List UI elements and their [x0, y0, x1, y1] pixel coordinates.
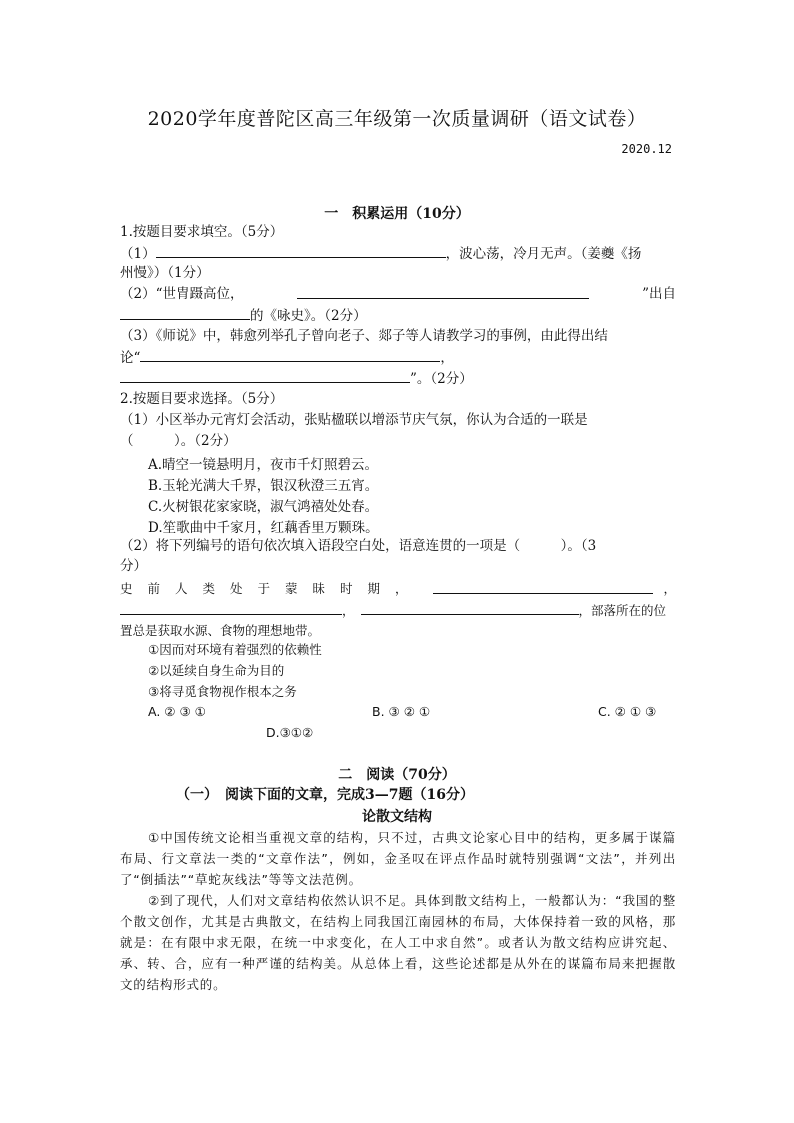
q2-sub1: （1）小区举办元宵灯会活动，张贴楹联以增添节庆气氛，你认为合适的一联是: [120, 412, 588, 428]
q2-sub2: （2）将下列编号的语句依次填入语段空白处，语意连贯的一项是（ ）。（3: [120, 538, 597, 554]
q2-sub2-cont: 分）: [120, 558, 147, 574]
answer-blank[interactable]: [297, 284, 589, 299]
article-title: 论散文结构: [362, 809, 432, 825]
q2-item-3: ③将寻觅食物视作根本之务: [148, 684, 297, 699]
q1-stem: 1.按题目要求填空。（5分）: [120, 224, 284, 240]
q2-choice-a: A. ② ③ ①: [148, 704, 206, 719]
exam-date: 2020.12: [621, 142, 672, 156]
answer-blank[interactable]: [140, 347, 440, 362]
answer-blank[interactable]: [120, 368, 410, 383]
q1-part1: （1） ，波心荡，冷月无声。（姜夔《扬: [120, 243, 676, 264]
q2-sub1-answer: （ ）。（2分）: [120, 433, 237, 449]
q2-passage-line3: 置总是获取水源、食物的理想地带。: [120, 623, 321, 638]
reading-subsection: （一） 阅读下面的文章，完成3—7题（16分）: [176, 787, 474, 803]
q2-choice-c: C. ② ① ③: [598, 704, 657, 719]
q2-stem: 2.按题目要求选择。（5分）: [120, 391, 284, 407]
q2-option-b: B.玉轮光满大千界，银汉秋澄三五宵。: [148, 478, 379, 494]
section-1-heading: 一 积累运用（10分）: [324, 206, 470, 222]
q2-option-d: D.笙歌曲中千家月，红藕香里万颗珠。: [148, 520, 379, 536]
q2-item-2: ②以延续自身生命为目的: [148, 663, 285, 678]
q1-part2: （2）“世胄蹑高位， ”出自: [120, 286, 676, 302]
q1-part3-line3: ”。（2分）: [120, 368, 676, 389]
q2-passage-line2: ， ，部落所在的位: [120, 600, 676, 621]
article-paragraph-1: ①中国传统文论相当重视文章的结构，只不过，古典文论家心目中的结构，更多属于谋篇布局、行文章法一类的“文章作法”，例如，金圣叹在评点作品时就特别强调“文法”，并列出了“倒插法”“草蛇灰线法”等等文法范例。: [120, 830, 676, 887]
answer-blank[interactable]: [120, 305, 250, 320]
q2-choice-b: B. ③ ② ①: [372, 704, 431, 719]
q1-part1-cont: 州慢》）（1分）: [120, 265, 210, 281]
page-title: 2020学年度普陀区高三年级第一次质量调研（语文试卷）: [147, 108, 647, 130]
q2-option-a: A.晴空一镜悬明月，夜市千灯照碧云。: [148, 457, 379, 473]
q2-choice-d: D.③①②: [266, 725, 314, 740]
answer-blank[interactable]: [156, 243, 446, 258]
q2-item-1: ①因而对环境有着强烈的依赖性: [148, 642, 322, 657]
q1-part3: （3）《师说》中，韩愈列举孔子曾向老子、郯子等人请教学习的事例，由此得出结: [120, 328, 608, 344]
answer-blank[interactable]: [361, 600, 579, 615]
q2-option-c: C.火树银花家家晓，淑气鸿禧处处春。: [148, 499, 379, 515]
q1-part3-line2: 论“ ，: [120, 347, 676, 368]
q2-passage-line1: 史前人类处于蒙昧时期， ，: [120, 581, 676, 596]
answer-blank[interactable]: [433, 579, 653, 594]
q1-part2-cont: 的《咏史》。（2分）: [120, 305, 676, 326]
answer-blank[interactable]: [120, 600, 342, 615]
article-paragraph-2: ②到了现代，人们对文章结构依然认识不足。具体到散文结构上，一般都认为：“我国的整个散文创作，尤其是古典散文，在结构上同我国江南园林的布局，大体保持着一致的风格，那就是：在有限中求无限，在统一中求变化，在人工中求自然”。或者认为散文结构应讲究起、承、转、合，应有一种严谨的结构美。从总体上看，这些论述都是从外在的谋篇布局来把握散文的结构形式的。: [120, 893, 676, 992]
section-2-heading: 二 阅读（70分）: [338, 767, 456, 783]
